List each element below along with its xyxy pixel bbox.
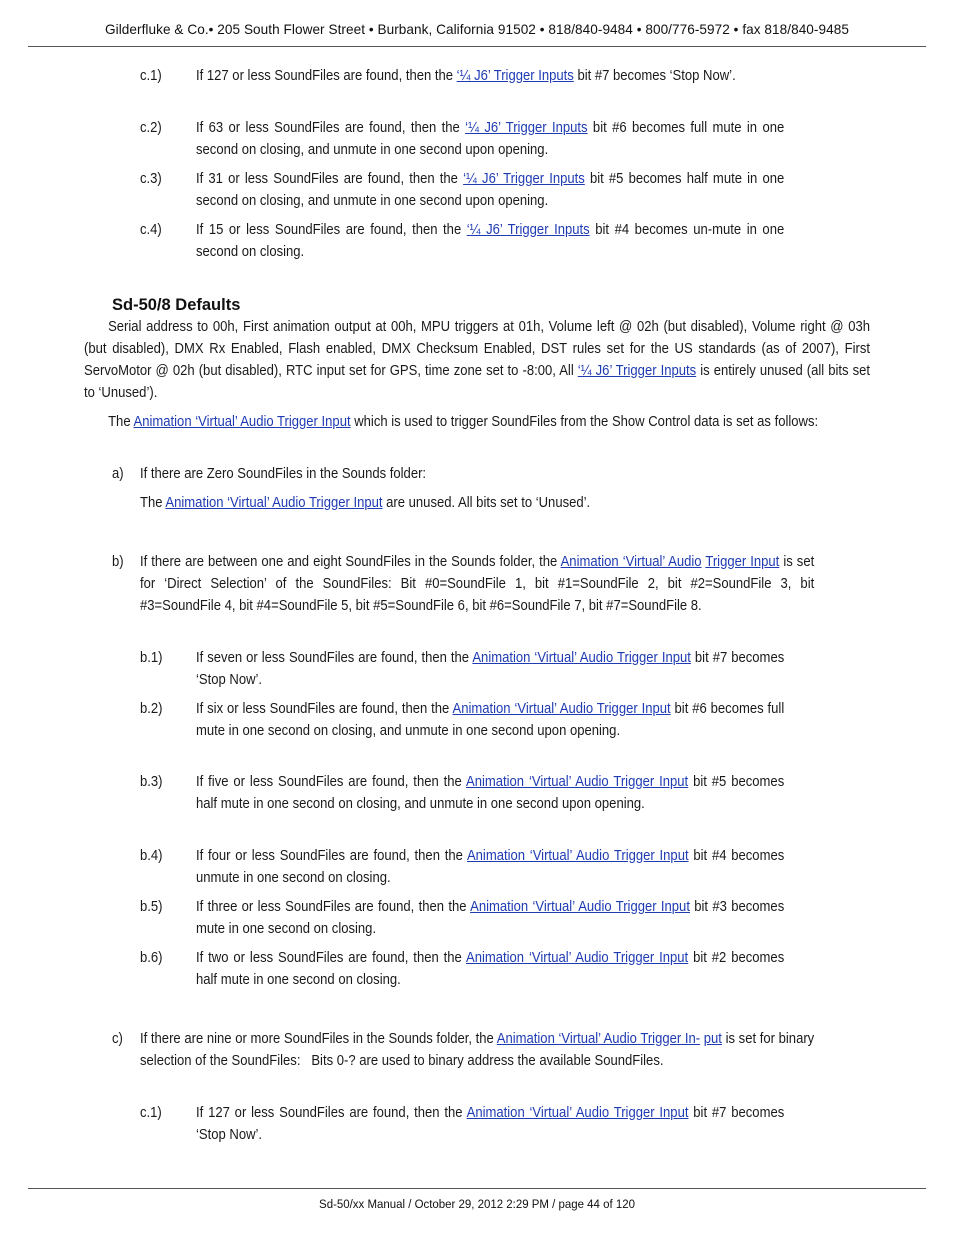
list-label: a) [112,465,124,482]
trigger-inputs-link[interactable]: ‘¼ J6’ Trigger Inputs [577,362,697,379]
virtual-trigger-link[interactable]: Animation ‘Virtual’ Audio Trigger Input [470,898,690,915]
list-item: If two or less SoundFiles are found, then the Animation ‘Virtual’ Audio Trigger Input bit #2 becomes half mute in one second on closing. [196,949,785,988]
list-label: b.2) [140,700,163,717]
virtual-trigger-link[interactable]: Animation ‘Virtual’ Audio Trigger In- [496,1030,701,1047]
page-footer: Sd-50/xx Manual / October 29, 2012 2:29 PM / page 44 of 120 [319,1197,635,1211]
list-item: If 127 or less SoundFiles are found, then the ‘¼ J6’ Trigger Inputs bit #7 becomes ‘Stop Now’. [196,67,736,84]
list-item-detail: The Animation ‘Virtual’ Audio Trigger Input are unused. All bits set to ‘Unused’. [140,494,591,511]
list-item: If there are Zero SoundFiles in the Sounds folder: [140,465,427,482]
virtual-trigger-paragraph: The Animation ‘Virtual’ Audio Trigger Input which is used to trigger SoundFiles from the Show Control data is set as follows: [108,413,819,430]
list-label: c.1) [140,67,162,84]
virtual-trigger-link[interactable]: Animation ‘Virtual’ Audio Trigger Input [465,773,689,790]
list-item: If 15 or less SoundFiles are found, then the ‘¼ J6’ Trigger Inputs bit #4 becomes un-mute in one second on closing. [196,221,785,260]
list-item: If six or less SoundFiles are found, then the Animation ‘Virtual’ Audio Trigger Input bit #6 becomes full mute in one second on closing, and unmute in one second upon opening. [196,700,785,739]
virtual-trigger-link[interactable]: Animation ‘Virtual’ Audio Trigger Input [466,847,689,864]
virtual-trigger-link[interactable]: Animation ‘Virtual’ Audio Trigger Input [466,1104,689,1121]
list-item: If 31 or less SoundFiles are found, then the ‘¼ J6’ Trigger Inputs bit #5 becomes half mute in one second on closing, and unmute in one second upon opening. [196,170,785,209]
trigger-inputs-link[interactable]: ‘¼ J6’ Trigger Inputs [463,170,585,187]
footer-rule [28,1188,926,1189]
trigger-inputs-link[interactable]: ‘¼ J6’ Trigger Inputs [456,67,574,84]
virtual-trigger-link[interactable]: Animation ‘Virtual’ Audio Trigger Input [452,700,671,717]
trigger-inputs-link[interactable]: ‘¼ J6’ Trigger Inputs [465,119,588,136]
list-label: b.3) [140,773,163,790]
list-item: If seven or less SoundFiles are found, then the Animation ‘Virtual’ Audio Trigger Input bit #7 becomes ‘Stop Now’. [196,649,785,688]
list-item: If 127 or less SoundFiles are found, then the Animation ‘Virtual’ Audio Trigger Input bit #7 becomes ‘Stop Now’. [196,1104,785,1143]
trigger-inputs-link[interactable]: ‘¼ J6’ Trigger Inputs [466,221,590,238]
virtual-trigger-link[interactable]: Animation ‘Virtual’ Audio Trigger Input [165,494,383,511]
virtual-trigger-link[interactable]: Animation ‘Virtual’ Audio Trigger Input [472,649,691,666]
header-rule [28,46,926,47]
list-item: If three or less SoundFiles are found, then the Animation ‘Virtual’ Audio Trigger Input bit #3 becomes mute in one second on closing. [196,898,785,937]
virtual-trigger-link[interactable]: Animation ‘Virtual’ Audio Trigger Input [133,413,351,430]
list-label: c.1) [140,1104,162,1121]
page-header: Gilderfluke & Co.• 205 South Flower Street • Burbank, California 91502 • 818/840-9484 • 800/776-5972 • fax 818/840-9485 [105,22,849,37]
virtual-trigger-link[interactable]: Animation ‘Virtual’ Audio [560,553,702,570]
section-heading: Sd-50/8 Defaults [112,296,241,314]
list-label: b.5) [140,898,163,915]
list-item: If there are between one and eight SoundFiles in the Sounds folder, the Animation ‘Virtual’ Audio Trigger Input is set for ‘Direct Selection’ of the SoundFiles: Bit #0=SoundFile 1, bit #1=SoundFile 2, bit #2=SoundFile 3, bit #3=SoundFile 4, bit #4=SoundFile 5, bit #5=SoundFile 6, bit #6=SoundFile 7, bit #7=SoundFile 8. [140,553,815,614]
list-item: If five or less SoundFiles are found, then the Animation ‘Virtual’ Audio Trigger Input bit #5 becomes half mute in one second on closing, and unmute in one second upon opening. [196,773,785,812]
list-item: If four or less SoundFiles are found, then the Animation ‘Virtual’ Audio Trigger Input bit #4 becomes unmute in one second on closing. [196,847,785,886]
virtual-trigger-link[interactable]: Animation ‘Virtual’ Audio Trigger Input [465,949,689,966]
list-item: If 63 or less SoundFiles are found, then the ‘¼ J6’ Trigger Inputs bit #6 becomes full mute in one second on closing, and unmute in one second upon opening. [196,119,785,158]
defaults-paragraph: Serial address to 00h, First animation output at 00h, MPU triggers at 01h, Volume left @ 02h (but disabled), Volume right @ 03h (but disabled), DMX Rx Enabled, Flash enabled, DMX Checksum Enabled, DST rules set for the US standards (as of 2007), First ServoMotor @ 02h (but disabled), RTC input set for GPS, time zone set to -8:00, All ‘¼ J6’ Trigger Inputs is entirely unused (all bits set to ‘Unused’). [84,318,871,401]
list-label: c.3) [140,170,162,187]
list-label: b.4) [140,847,163,864]
list-label: c) [112,1030,123,1047]
list-label: c.4) [140,221,162,238]
list-label: c.2) [140,119,162,136]
list-label: b) [112,553,124,570]
list-item: If there are nine or more SoundFiles in the Sounds folder, the Animation ‘Virtual’ Audio Trigger In- put is set for binary selection of the SoundFiles: Bits 0-? are used to binary address the available SoundFiles. [140,1030,815,1069]
virtual-trigger-link[interactable]: Trigger Input [705,553,780,570]
virtual-trigger-link[interactable]: put [703,1030,722,1047]
list-label: b.1) [140,649,163,666]
list-label: b.6) [140,949,163,966]
